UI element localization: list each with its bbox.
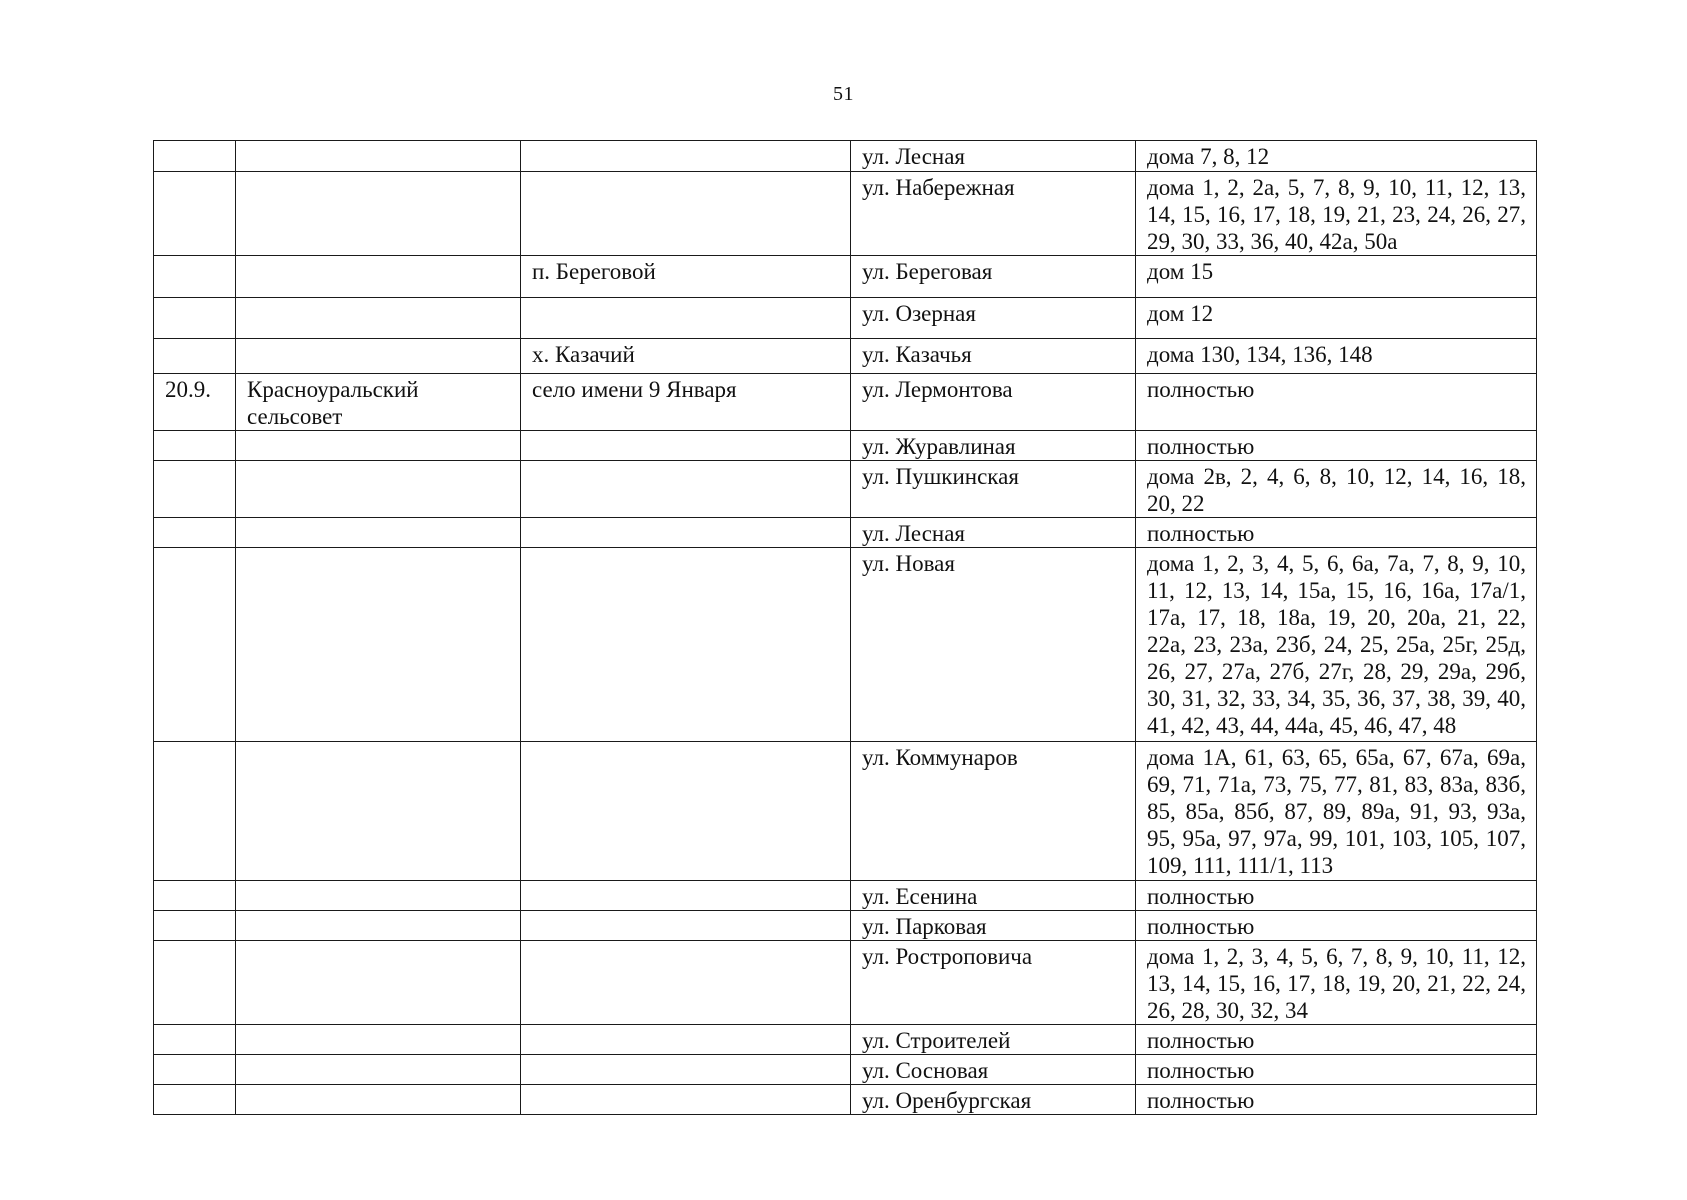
council-cell [236,339,521,374]
houses-cell: дома 1, 2, 2а, 5, 7, 8, 9, 10, 11, 12, 13, 14, 15, 16, 17, 18, 19, 21, 23, 24, 26, 27, 29, 30, 33, 36, 40, 42а, 50а [1136,172,1537,256]
table-row [154,256,1537,298]
houses-cell: дома 1, 2, 3, 4, 5, 6, 7, 8, 9, 10, 11, 12, 13, 14, 15, 16, 17, 18, 19, 20, 21, 22, 24, 26, 28, 30, 32, 34 [1136,941,1537,1025]
council-cell [236,742,521,881]
table-row [154,141,1537,172]
settlement-cell [521,141,851,172]
settlement-cell: х. Казачий [521,339,851,374]
houses-cell: полностью [1136,1055,1537,1085]
table-row [154,298,1537,339]
row-number-cell [154,518,236,548]
street-cell: ул. Оренбургская [851,1085,1136,1115]
houses-cell: полностью [1136,1085,1537,1115]
row-number-cell [154,298,236,339]
row-number-cell [154,911,236,941]
row-number-cell [154,1085,236,1115]
council-cell [236,298,521,339]
council-cell [236,1085,521,1115]
address-table-body [154,141,1537,1115]
table-row [154,1025,1537,1055]
street-cell: ул. Парковая [851,911,1136,941]
row-number-cell [154,1025,236,1055]
houses-cell: полностью [1136,518,1537,548]
row-number-cell [154,941,236,1025]
street-cell: ул. Лесная [851,518,1136,548]
council-cell [236,1055,521,1085]
settlement-cell [521,298,851,339]
street-cell: ул. Лермонтова [851,374,1136,431]
street-cell: ул. Новая [851,548,1136,742]
table-row [154,742,1537,881]
settlement-cell [521,518,851,548]
council-cell [236,141,521,172]
settlement-cell [521,431,851,461]
houses-cell: полностью [1136,431,1537,461]
settlement-cell [521,548,851,742]
table-row [154,1055,1537,1085]
settlement-cell [521,1025,851,1055]
houses-cell: полностью [1136,881,1537,911]
street-cell: ул. Есенина [851,881,1136,911]
houses-cell: дом 12 [1136,298,1537,339]
row-number-cell [154,1055,236,1085]
table-row [154,339,1537,374]
street-cell: ул. Лесная [851,141,1136,172]
street-cell: ул. Коммунаров [851,742,1136,881]
table-row [154,461,1537,518]
row-number-cell [154,256,236,298]
council-cell [236,941,521,1025]
row-number-cell [154,548,236,742]
council-cell [236,256,521,298]
council-cell [236,461,521,518]
houses-cell: дома 130, 134, 136, 148 [1136,339,1537,374]
houses-cell: полностью [1136,911,1537,941]
row-number-cell: 20.9. [154,374,236,431]
houses-cell: дом 15 [1136,256,1537,298]
settlement-cell [521,941,851,1025]
street-cell: ул. Пушкинская [851,461,1136,518]
council-cell [236,548,521,742]
settlement-cell [521,1055,851,1085]
address-table [153,140,1537,1115]
council-cell [236,881,521,911]
table-row [154,881,1537,911]
council-cell [236,172,521,256]
table-row [154,911,1537,941]
row-number-cell [154,742,236,881]
settlement-cell [521,911,851,941]
settlement-cell [521,461,851,518]
council-cell [236,911,521,941]
row-number-cell [154,461,236,518]
settlement-cell [521,742,851,881]
table-row [154,548,1537,742]
council-cell [236,431,521,461]
row-number-cell [154,141,236,172]
street-cell: ул. Набережная [851,172,1136,256]
council-cell [236,518,521,548]
table-row [154,431,1537,461]
settlement-cell: село имени 9 Января [521,374,851,431]
table-row [154,374,1537,431]
street-cell: ул. Строителей [851,1025,1136,1055]
street-cell: ул. Журавлиная [851,431,1136,461]
table-row [154,1085,1537,1115]
houses-cell: полностью [1136,374,1537,431]
settlement-cell [521,1085,851,1115]
row-number-cell [154,172,236,256]
houses-cell: полностью [1136,1025,1537,1055]
settlement-cell [521,172,851,256]
table-row [154,172,1537,256]
street-cell: ул. Береговая [851,256,1136,298]
settlement-cell [521,881,851,911]
council-cell [236,1025,521,1055]
council-cell: Красноуральский сельсовет [236,374,521,431]
houses-cell: дома 2в, 2, 4, 6, 8, 10, 12, 14, 16, 18, 20, 22 [1136,461,1537,518]
houses-cell: дома 7, 8, 12 [1136,141,1537,172]
row-number-cell [154,431,236,461]
street-cell: ул. Ростроповича [851,941,1136,1025]
houses-cell: дома 1, 2, 3, 4, 5, 6, 6а, 7а, 7, 8, 9, 10, 11, 12, 13, 14, 15а, 15, 16, 16а, 17а/1, 17а, 17, 18, 18а, 19, 20, 20а, 21, 22, 22а, 23, 23а, 23б, 24, 25, 25а, 25г, 25д, 26, 27, 27а, 27б, 27г, 28, 29, 29а, 29б, 30, 31, 32, 33, 34, 35, 36, 37, 38, 39, 40, 41, 42, 43, 44, 44а, 45, 46, 47, 48 [1136,548,1537,742]
street-cell: ул. Сосновая [851,1055,1136,1085]
street-cell: ул. Казачья [851,339,1136,374]
table-row [154,518,1537,548]
settlement-cell: п. Береговой [521,256,851,298]
row-number-cell [154,339,236,374]
row-number-cell [154,881,236,911]
houses-cell: дома 1А, 61, 63, 65, 65а, 67, 67а, 69а, 69, 71, 71а, 73, 75, 77, 81, 83, 83а, 83б, 85, 85а, 85б, 87, 89, 89а, 91, 93, 93а, 95, 95а, 97, 97а, 99, 101, 103, 105, 107, 109, 111, 111/1, 113 [1136,742,1537,881]
page-number: 51 [833,83,854,105]
street-cell: ул. Озерная [851,298,1136,339]
table-row [154,941,1537,1025]
